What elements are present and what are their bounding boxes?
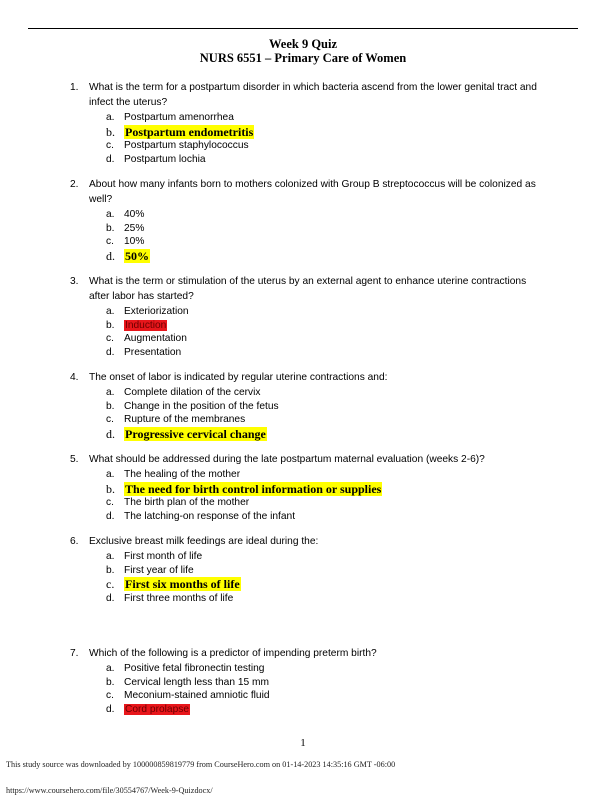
answer-option — [106, 564, 539, 578]
option-list — [89, 386, 539, 441]
source-url[interactable]: https://www.coursehero.com/file/30554767/Week-9-Quizdocx/ — [6, 786, 213, 795]
option-letter: a. — [106, 387, 115, 398]
option-list — [89, 208, 539, 263]
answer-option — [106, 124, 539, 140]
option-list — [89, 468, 539, 523]
question-number: 5. — [70, 454, 79, 465]
answer-option — [106, 235, 539, 249]
option-text: The healing of the mother — [124, 469, 241, 480]
option-text: The latching-on response of the infant — [124, 510, 296, 522]
option-letter: c. — [106, 414, 114, 425]
option-list — [89, 550, 539, 605]
option-list — [89, 111, 539, 166]
option-text: Postpartum lochia — [124, 153, 206, 165]
option-text: Progressive cervical change — [125, 426, 266, 441]
option-text: 10% — [124, 236, 145, 247]
question — [70, 646, 539, 661]
download-note: This study source was downloaded by 100000859819779 from CourseHero.com on 01-14-2023 14:35:16 GMT -06:00 — [6, 760, 396, 769]
option-text: Postpartum amenorrhea — [124, 112, 234, 123]
option-text: Presentation — [124, 346, 182, 358]
question-text: What is the term or stimulation of the uterus by an external agent to enhance uterine contractions after labor has started? — [89, 276, 527, 302]
answer-option — [106, 703, 539, 717]
question-text: What is the term for a postpartum disorder in which bacteria ascend from the lower genital tract and infect the uterus? — [89, 82, 537, 108]
answer-option — [106, 208, 539, 222]
option-text: First six months of life — [125, 577, 240, 591]
answer-option — [106, 400, 539, 414]
option-text: Complete dilation of the cervix — [124, 387, 261, 398]
question-block — [0, 177, 606, 263]
question — [70, 534, 539, 549]
option-letter: b. — [106, 676, 115, 688]
option-text: Postpartum endometritis — [125, 124, 254, 139]
option-text: 25% — [124, 222, 145, 234]
question-text: Which of the following is a predictor of impending preterm birth? — [89, 648, 377, 659]
question-number: 4. — [70, 372, 79, 383]
answer-option — [106, 426, 539, 442]
answer-option — [106, 386, 539, 400]
option-text: Cervical length less than 15 mm — [124, 676, 269, 688]
option-letter: a. — [106, 469, 115, 480]
question-text: What should be addressed during the late postpartum maternal evaluation (weeks 2-6)? — [89, 454, 485, 465]
option-letter: a. — [106, 551, 115, 562]
question-block — [0, 370, 606, 441]
question-text: Exclusive breast milk feedings are ideal during the: — [89, 536, 319, 547]
answer-option — [106, 676, 539, 690]
option-text: Augmentation — [124, 333, 187, 344]
question — [70, 80, 539, 110]
option-text: First three months of life — [124, 592, 234, 604]
answer-option — [106, 689, 539, 703]
option-text: 50% — [125, 248, 149, 263]
option-letter: a. — [106, 663, 115, 674]
answer-option — [106, 332, 539, 346]
answer-option — [106, 662, 539, 676]
option-text: The need for birth control information or supplies — [125, 481, 382, 496]
course-title: NURS 6551 – Primary Care of Women — [199, 51, 407, 65]
option-text: Exteriorization — [124, 306, 189, 317]
question-block — [0, 534, 606, 605]
option-letter: c. — [106, 236, 114, 247]
answer-option — [106, 577, 539, 592]
answer-option — [106, 496, 539, 510]
question-block — [0, 274, 606, 359]
question-number: 2. — [70, 179, 79, 190]
question-text: The onset of labor is indicated by regular uterine contractions and: — [89, 372, 388, 383]
option-text: Positive fetal fibronectin testing — [124, 663, 265, 674]
answer-option — [106, 248, 539, 264]
question-block — [0, 646, 606, 716]
option-letter: c. — [106, 333, 114, 344]
option-text: Induction — [125, 319, 167, 331]
option-text: Cord prolapse — [125, 703, 189, 715]
answer-option — [106, 592, 539, 606]
option-text: Meconium-stained amniotic fluid — [124, 690, 270, 701]
option-letter: b. — [106, 124, 115, 139]
question-number: 6. — [70, 536, 79, 547]
option-text: First month of life — [124, 551, 203, 562]
answer-option — [106, 305, 539, 319]
question — [70, 274, 539, 304]
page-number: 1 — [300, 737, 306, 749]
answer-option — [106, 481, 539, 497]
question-number: 3. — [70, 276, 79, 287]
option-letter: a. — [106, 209, 115, 220]
option-text: Rupture of the membranes — [124, 414, 246, 425]
option-text: Change in the position of the fetus — [124, 400, 279, 412]
option-letter: c. — [106, 497, 114, 508]
option-text: 40% — [124, 209, 145, 220]
option-letter: b. — [106, 319, 115, 331]
answer-option — [106, 111, 539, 125]
option-letter: d. — [106, 153, 115, 165]
answer-option — [106, 319, 539, 333]
option-letter: b. — [106, 222, 115, 234]
answer-option — [106, 468, 539, 482]
option-list — [89, 662, 539, 716]
question — [70, 177, 539, 207]
answer-option — [106, 510, 539, 524]
option-text: The birth plan of the mother — [124, 497, 250, 508]
option-letter: b. — [106, 564, 115, 576]
answer-option — [106, 346, 539, 360]
option-letter: c. — [106, 577, 115, 591]
question — [70, 452, 539, 467]
option-text: First year of life — [124, 564, 194, 576]
option-letter: b. — [106, 481, 115, 496]
answer-option — [106, 153, 539, 167]
option-letter: c. — [106, 690, 114, 701]
answer-option — [106, 550, 539, 564]
question — [70, 370, 539, 385]
option-letter: a. — [106, 306, 115, 317]
answer-option — [106, 222, 539, 236]
question-number: 1. — [70, 82, 79, 93]
quiz-title: Week 9 Quiz — [268, 37, 338, 51]
option-letter: d. — [106, 703, 115, 715]
option-text: Postpartum staphylococcus — [124, 140, 249, 151]
option-list — [89, 305, 539, 359]
option-letter: a. — [106, 112, 115, 123]
top-rule — [28, 28, 578, 29]
option-letter: c. — [106, 140, 114, 151]
question-list — [0, 80, 606, 727]
question-block — [0, 452, 606, 523]
question-number: 7. — [70, 648, 79, 659]
question-text: About how many infants born to mothers colonized with Group B streptococcus will be colonized as well? — [89, 179, 536, 205]
answer-option — [106, 413, 539, 427]
option-letter: d. — [106, 510, 115, 522]
option-letter: d. — [106, 346, 115, 358]
option-letter: d. — [106, 426, 115, 441]
option-letter: d. — [106, 248, 115, 263]
answer-option — [106, 139, 539, 153]
question-block — [0, 80, 606, 166]
option-letter: d. — [106, 592, 115, 604]
option-letter: b. — [106, 400, 115, 412]
